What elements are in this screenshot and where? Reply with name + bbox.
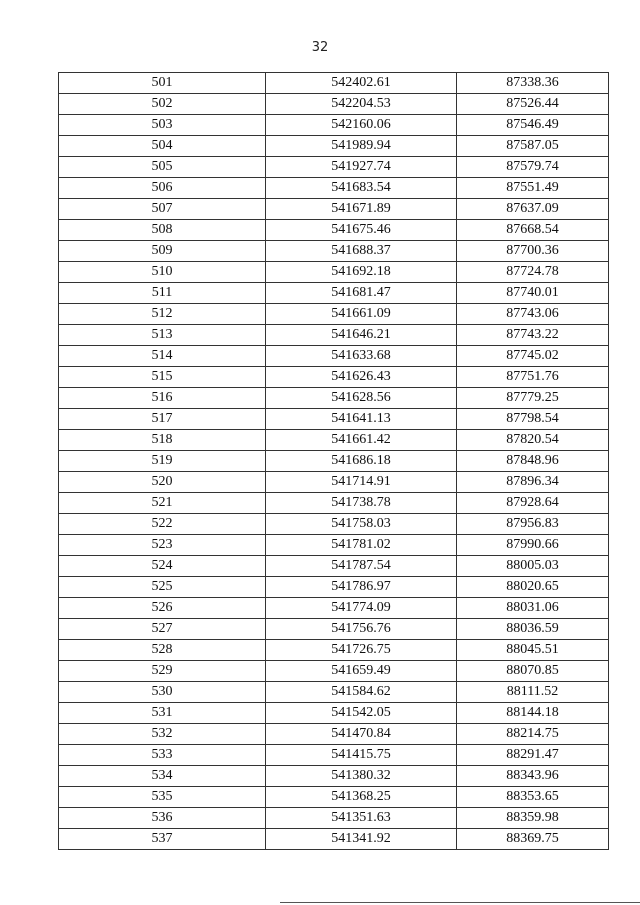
y-coordinate-cell: 87743.22 [457,325,609,346]
table-row [59,598,609,619]
table-row [59,472,609,493]
y-coordinate-cell: 87546.49 [457,115,609,136]
x-coordinate-cell: 541584.62 [266,682,457,703]
point-number-cell: 516 [59,388,266,409]
point-number-cell: 519 [59,451,266,472]
point-number-cell: 528 [59,640,266,661]
y-coordinate-cell: 88111.52 [457,682,609,703]
y-coordinate-cell: 87798.54 [457,409,609,430]
point-number-cell: 533 [59,745,266,766]
table-row [59,451,609,472]
table-row [59,535,609,556]
table-row [59,430,609,451]
x-coordinate-cell: 541681.47 [266,283,457,304]
y-coordinate-cell: 88036.59 [457,619,609,640]
table-row [59,73,609,94]
point-number-cell: 507 [59,199,266,220]
y-coordinate-cell: 88144.18 [457,703,609,724]
x-coordinate-cell: 541692.18 [266,262,457,283]
table-row [59,619,609,640]
x-coordinate-cell: 541989.94 [266,136,457,157]
point-number-cell: 536 [59,808,266,829]
table-row [59,514,609,535]
point-number-cell: 510 [59,262,266,283]
point-number-cell: 531 [59,703,266,724]
x-coordinate-cell: 541683.54 [266,178,457,199]
x-coordinate-cell: 541686.18 [266,451,457,472]
coordinates-table [58,72,609,850]
table-row [59,640,609,661]
point-number-cell: 512 [59,304,266,325]
point-number-cell: 530 [59,682,266,703]
point-number-cell: 508 [59,220,266,241]
y-coordinate-cell: 87779.25 [457,388,609,409]
point-number-cell: 506 [59,178,266,199]
point-number-cell: 520 [59,472,266,493]
y-coordinate-cell: 88005.03 [457,556,609,577]
coordinates-table-body [59,73,609,850]
table-row [59,367,609,388]
y-coordinate-cell: 87848.96 [457,451,609,472]
point-number-cell: 505 [59,157,266,178]
table-row [59,199,609,220]
y-coordinate-cell: 87745.02 [457,346,609,367]
y-coordinate-cell: 87637.09 [457,199,609,220]
y-coordinate-cell: 88045.51 [457,640,609,661]
point-number-cell: 532 [59,724,266,745]
table-row [59,220,609,241]
x-coordinate-cell: 541415.75 [266,745,457,766]
x-coordinate-cell: 541781.02 [266,535,457,556]
point-number-cell: 502 [59,94,266,115]
point-number-cell: 504 [59,136,266,157]
y-coordinate-cell: 88343.96 [457,766,609,787]
table-row [59,388,609,409]
x-coordinate-cell: 541380.32 [266,766,457,787]
x-coordinate-cell: 541774.09 [266,598,457,619]
x-coordinate-cell: 542160.06 [266,115,457,136]
table-row [59,241,609,262]
point-number-cell: 515 [59,367,266,388]
point-number-cell: 503 [59,115,266,136]
table-row [59,94,609,115]
x-coordinate-cell: 541351.63 [266,808,457,829]
bottom-rule [280,902,640,903]
x-coordinate-cell: 541646.21 [266,325,457,346]
y-coordinate-cell: 87668.54 [457,220,609,241]
point-number-cell: 509 [59,241,266,262]
y-coordinate-cell: 88070.85 [457,661,609,682]
table-row [59,304,609,325]
y-coordinate-cell: 88031.06 [457,598,609,619]
y-coordinate-cell: 87338.36 [457,73,609,94]
table-row [59,409,609,430]
x-coordinate-cell: 541628.56 [266,388,457,409]
point-number-cell: 513 [59,325,266,346]
x-coordinate-cell: 541786.97 [266,577,457,598]
x-coordinate-cell: 541661.09 [266,304,457,325]
y-coordinate-cell: 88369.75 [457,829,609,850]
table-row [59,808,609,829]
x-coordinate-cell: 541688.37 [266,241,457,262]
table-row [59,556,609,577]
point-number-cell: 524 [59,556,266,577]
y-coordinate-cell: 87743.06 [457,304,609,325]
x-coordinate-cell: 541661.42 [266,430,457,451]
x-coordinate-cell: 541756.76 [266,619,457,640]
x-coordinate-cell: 542204.53 [266,94,457,115]
y-coordinate-cell: 87526.44 [457,94,609,115]
y-coordinate-cell: 87587.05 [457,136,609,157]
table-row [59,577,609,598]
y-coordinate-cell: 87928.64 [457,493,609,514]
point-number-cell: 526 [59,598,266,619]
y-coordinate-cell: 88359.98 [457,808,609,829]
y-coordinate-cell: 88291.47 [457,745,609,766]
point-number-cell: 514 [59,346,266,367]
table-row [59,157,609,178]
x-coordinate-cell: 541633.68 [266,346,457,367]
point-number-cell: 529 [59,661,266,682]
point-number-cell: 534 [59,766,266,787]
x-coordinate-cell: 541714.91 [266,472,457,493]
x-coordinate-cell: 541641.13 [266,409,457,430]
table-row [59,661,609,682]
y-coordinate-cell: 87896.34 [457,472,609,493]
y-coordinate-cell: 88214.75 [457,724,609,745]
point-number-cell: 518 [59,430,266,451]
x-coordinate-cell: 541626.43 [266,367,457,388]
x-coordinate-cell: 541542.05 [266,703,457,724]
x-coordinate-cell: 541787.54 [266,556,457,577]
point-number-cell: 511 [59,283,266,304]
x-coordinate-cell: 542402.61 [266,73,457,94]
table-row [59,325,609,346]
table-row [59,178,609,199]
table-row [59,493,609,514]
table-row [59,115,609,136]
page-number: 32 [311,40,329,55]
y-coordinate-cell: 87551.49 [457,178,609,199]
point-number-cell: 535 [59,787,266,808]
y-coordinate-cell: 87700.36 [457,241,609,262]
table-row [59,787,609,808]
table-row [59,766,609,787]
y-coordinate-cell: 87740.01 [457,283,609,304]
table-row [59,262,609,283]
point-number-cell: 501 [59,73,266,94]
x-coordinate-cell: 541368.25 [266,787,457,808]
point-number-cell: 521 [59,493,266,514]
point-number-cell: 522 [59,514,266,535]
point-number-cell: 523 [59,535,266,556]
y-coordinate-cell: 87579.74 [457,157,609,178]
y-coordinate-cell: 87956.83 [457,514,609,535]
x-coordinate-cell: 541659.49 [266,661,457,682]
table-row [59,682,609,703]
y-coordinate-cell: 87751.76 [457,367,609,388]
y-coordinate-cell: 87724.78 [457,262,609,283]
y-coordinate-cell: 88020.65 [457,577,609,598]
point-number-cell: 517 [59,409,266,430]
x-coordinate-cell: 541671.89 [266,199,457,220]
table-row [59,724,609,745]
x-coordinate-cell: 541738.78 [266,493,457,514]
x-coordinate-cell: 541758.03 [266,514,457,535]
x-coordinate-cell: 541470.84 [266,724,457,745]
y-coordinate-cell: 87990.66 [457,535,609,556]
point-number-cell: 525 [59,577,266,598]
table-row [59,283,609,304]
table-row [59,745,609,766]
x-coordinate-cell: 541341.92 [266,829,457,850]
x-coordinate-cell: 541927.74 [266,157,457,178]
y-coordinate-cell: 88353.65 [457,787,609,808]
y-coordinate-cell: 87820.54 [457,430,609,451]
table-row [59,703,609,724]
table-row [59,829,609,850]
point-number-cell: 527 [59,619,266,640]
table-row [59,346,609,367]
x-coordinate-cell: 541726.75 [266,640,457,661]
x-coordinate-cell: 541675.46 [266,220,457,241]
table-row [59,136,609,157]
point-number-cell: 537 [59,829,266,850]
